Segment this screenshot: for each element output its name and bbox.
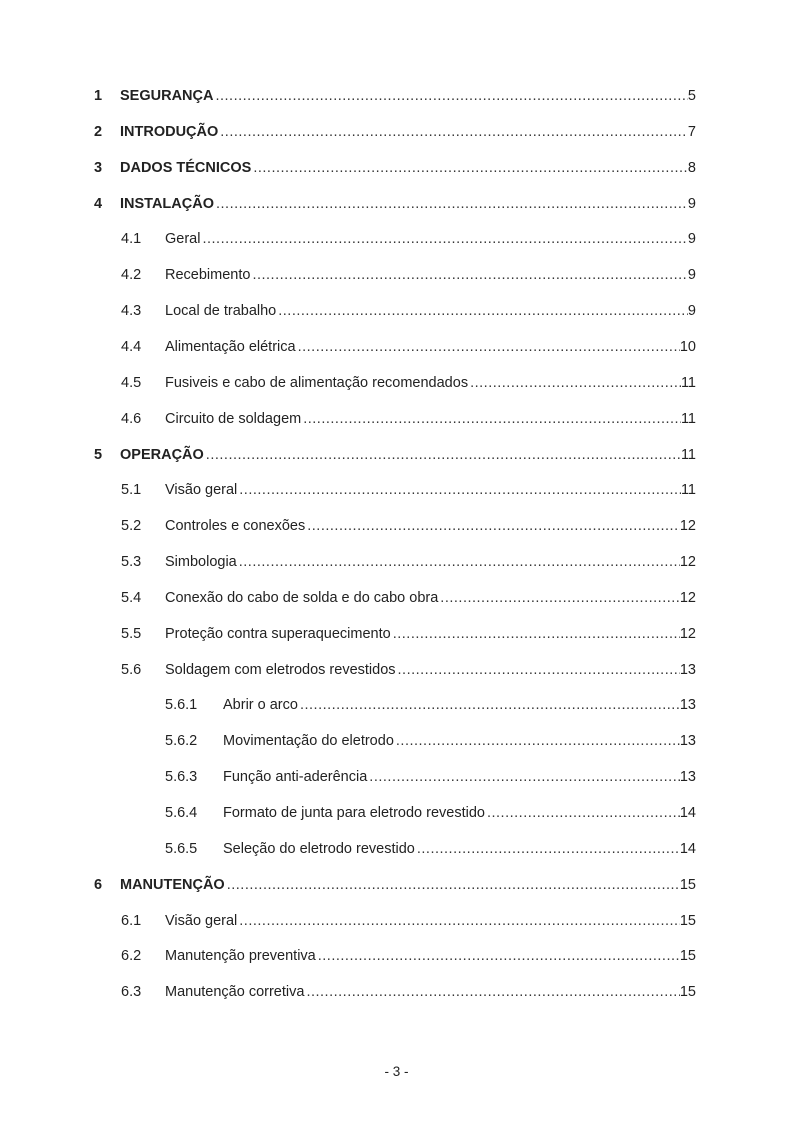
toc-leader-dots	[239, 911, 680, 931]
toc-entry-page: 9	[687, 195, 696, 212]
toc-entry[interactable]	[94, 86, 696, 106]
page-number: - 3 -	[384, 1064, 409, 1079]
toc-entry[interactable]	[165, 731, 696, 751]
toc-entry-number: 1	[94, 88, 103, 104]
toc-entry[interactable]	[121, 480, 696, 500]
toc-entry-title: OPERAÇÃO	[120, 446, 204, 463]
toc-entry-page: 13	[679, 733, 696, 750]
toc-entry-page: 13	[679, 661, 696, 678]
toc-leader-dots	[239, 480, 681, 500]
toc-entry-title: Visão geral	[165, 912, 238, 929]
toc-entry-page: 9	[687, 267, 696, 284]
toc-entry[interactable]	[94, 158, 696, 178]
toc-entry-number: 5.6.3	[165, 769, 198, 786]
toc-leader-dots	[300, 695, 680, 715]
toc-entry-number: 5.6.4	[165, 805, 198, 821]
toc-entry[interactable]	[165, 803, 696, 823]
toc-entry-title: Local de trabalho	[165, 303, 277, 320]
toc-entry[interactable]	[121, 588, 696, 608]
toc-leader-dots	[417, 839, 680, 859]
toc-entry-title: Proteção contra superaquecimento	[165, 625, 391, 642]
toc-entry-title: Conexão do cabo de solda e do cabo obra	[165, 589, 439, 606]
toc-entry-number: 5.5	[121, 625, 142, 642]
toc-entry[interactable]	[165, 839, 696, 859]
toc-entry[interactable]	[121, 229, 696, 249]
toc-entry-page: 14	[679, 840, 696, 857]
toc-entry-page: 12	[679, 625, 696, 642]
toc-entry-title: Movimentação do eletrodo	[223, 733, 394, 750]
toc-entry-page: 11	[680, 446, 696, 463]
toc-entry-title: DADOS TÉCNICOS	[120, 159, 252, 176]
toc-entry[interactable]	[121, 946, 696, 966]
toc-entry-page: 15	[679, 948, 696, 965]
toc-entry-title: Recebimento	[165, 267, 251, 284]
toc-entry-title: SEGURANÇA	[120, 88, 214, 104]
toc-leader-dots	[396, 731, 680, 751]
toc-entry-number: 4.6	[121, 410, 142, 427]
toc-entry-page: 11	[680, 482, 696, 499]
toc-entry-number: 5.2	[121, 518, 142, 535]
toc-entry-page: 12	[679, 554, 696, 571]
toc-entry-page: 13	[679, 769, 696, 786]
toc-entry-title: Controles e conexões	[165, 518, 306, 535]
toc-entry-number: 2	[94, 123, 103, 140]
toc-entry[interactable]	[121, 911, 696, 931]
toc-leader-dots	[220, 122, 688, 142]
toc-entry-number: 5.6.2	[165, 733, 198, 750]
toc-entry[interactable]	[121, 301, 696, 321]
toc-entry-title: Circuito de soldagem	[165, 410, 302, 427]
toc-leader-dots	[215, 86, 687, 106]
toc-leader-dots	[278, 301, 688, 321]
toc-entry[interactable]	[121, 409, 696, 429]
toc-entry-page: 9	[687, 231, 696, 248]
toc-entry-number: 5.6.1	[165, 697, 198, 714]
toc-entry-number: 4.3	[121, 303, 142, 320]
toc-entry-number: 5	[94, 446, 103, 463]
toc-leader-dots	[303, 409, 681, 429]
toc-leader-dots	[206, 445, 681, 465]
toc-entry-page: 15	[679, 912, 696, 929]
toc-entry[interactable]	[121, 337, 696, 357]
toc-entry-page: 7	[687, 123, 696, 140]
toc-entry-number: 6.3	[121, 984, 142, 1001]
toc-leader-dots	[239, 552, 680, 572]
toc-entry[interactable]	[121, 265, 696, 285]
toc-entry-number: 5.3	[121, 554, 142, 571]
toc-entry-page: 13	[679, 697, 696, 714]
toc-entry[interactable]	[165, 695, 696, 715]
toc-entry-title: INTRODUÇÃO	[120, 123, 219, 140]
toc-leader-dots	[470, 373, 681, 393]
toc-entry-number: 3	[94, 159, 103, 176]
toc-leader-dots	[398, 660, 680, 680]
toc-entry-title: Soldagem com eletrodos revestidos	[165, 661, 396, 678]
toc-entry-title: Função anti-aderência	[223, 769, 368, 786]
toc-entry-title: Manutenção corretiva	[165, 984, 305, 1001]
toc-entry-page: 10	[679, 338, 696, 355]
toc-entry-page: 12	[679, 589, 696, 606]
toc-entry[interactable]	[121, 552, 696, 572]
toc-entry[interactable]	[121, 624, 696, 644]
toc-entry-title: Formato de junta para eletrodo revestido	[223, 805, 485, 821]
toc-leader-dots	[307, 516, 680, 536]
toc-leader-dots	[440, 588, 680, 608]
toc-entry[interactable]	[165, 767, 696, 787]
toc-entry-number: 4	[94, 195, 103, 212]
toc-entry-number: 5.6	[121, 661, 142, 678]
toc-entry-number: 4.2	[121, 267, 142, 284]
toc-leader-dots	[253, 158, 688, 178]
toc-entry[interactable]	[94, 875, 696, 895]
toc-entry-title: Abrir o arco	[223, 697, 298, 714]
toc-entry-number: 6.2	[121, 948, 142, 965]
toc-entry[interactable]	[94, 445, 696, 465]
toc-leader-dots	[318, 946, 680, 966]
toc-entry[interactable]	[121, 373, 696, 393]
toc-entry-title: MANUTENÇÃO	[120, 876, 225, 893]
toc-leader-dots	[227, 875, 680, 895]
toc-leader-dots	[202, 229, 687, 249]
toc-entry-title: Simbologia	[165, 554, 237, 571]
toc-entry-number: 6.1	[121, 912, 142, 929]
toc-entry[interactable]	[121, 982, 696, 1002]
toc-entry-title: Alimentação elétrica	[165, 338, 296, 355]
toc-leader-dots	[369, 767, 680, 787]
toc-leader-dots	[306, 982, 679, 1002]
toc-leader-dots	[216, 194, 688, 214]
toc-entry-number: 4.5	[121, 374, 142, 391]
toc-entry[interactable]	[121, 660, 696, 680]
toc-entry-number: 5.4	[121, 589, 142, 606]
toc-entry[interactable]	[121, 516, 696, 536]
toc-entry-page: 14	[679, 805, 696, 821]
toc-entry-page: 15	[679, 876, 696, 893]
toc-entry-page: 8	[687, 159, 696, 176]
toc-entry-title: Seleção do eletrodo revestido	[223, 840, 415, 857]
toc-entry[interactable]	[94, 122, 696, 142]
toc-leader-dots	[487, 803, 680, 823]
toc-entry-page: 9	[687, 303, 696, 320]
toc-entry-number: 4.4	[121, 338, 142, 355]
toc-entry-page: 15	[679, 984, 696, 1001]
toc-entry-title: INSTALAÇÃO	[120, 195, 214, 212]
toc-entry-number: 6	[94, 876, 103, 893]
toc-entry-number: 5.1	[121, 482, 142, 499]
toc-entry-page: 5	[687, 88, 696, 104]
toc-entry[interactable]	[94, 194, 696, 214]
toc-leader-dots	[298, 337, 680, 357]
toc-entry-title: Visão geral	[165, 482, 238, 499]
toc-entry-number: 4.1	[121, 231, 142, 248]
toc-leader-dots	[393, 624, 680, 644]
toc-entry-title: Geral	[165, 231, 201, 248]
toc-entry-page: 11	[680, 374, 696, 391]
toc-entry-page: 11	[680, 410, 696, 427]
toc-entry-page: 12	[679, 518, 696, 535]
toc-entry-title: Manutenção preventiva	[165, 948, 316, 965]
toc-entry-number: 5.6.5	[165, 840, 198, 857]
toc-entry-title: Fusiveis e cabo de alimentação recomendados	[165, 374, 469, 391]
toc-leader-dots	[252, 265, 687, 285]
